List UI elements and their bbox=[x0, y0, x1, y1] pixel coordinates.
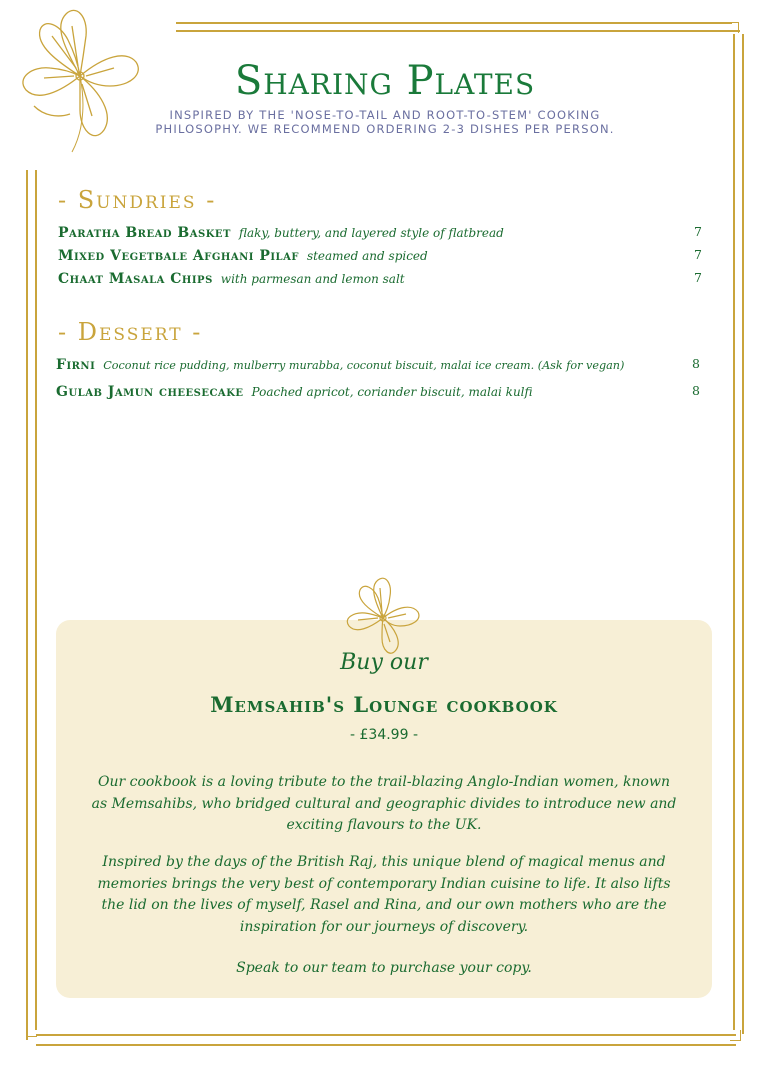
item-price: 8 bbox=[692, 356, 700, 371]
item-name: Firni bbox=[56, 357, 96, 373]
section-heading-sundries: - Sundries - bbox=[58, 186, 217, 214]
cookbook-paragraph: Speak to our team to purchase your copy. bbox=[236, 960, 532, 976]
menu-item bbox=[58, 222, 708, 242]
section-heading-dessert: - Dessert - bbox=[58, 318, 203, 346]
frame-bottom-outer bbox=[36, 1044, 736, 1046]
item-name: Paratha Bread Basket bbox=[58, 225, 231, 241]
item-price: 7 bbox=[694, 247, 702, 262]
frame-top-outer bbox=[176, 22, 732, 24]
cookbook-paragraph: Our cookbook is a loving tribute to the trail-blazing Anglo-Indian women, known as Memsahibs, who bridged cultural and geographic divides to introduce new and exciting flavours to the UK. bbox=[91, 774, 677, 833]
cookbook-price: - £34.99 - bbox=[350, 727, 418, 743]
item-name: Gulab Jamun cheesecake bbox=[56, 384, 244, 400]
item-price: 7 bbox=[694, 270, 702, 285]
flower-icon bbox=[14, 6, 146, 154]
item-description: with parmesan and lemon salt bbox=[220, 272, 405, 286]
flower-icon bbox=[340, 576, 426, 660]
page-title: Sharing Plates bbox=[234, 58, 536, 104]
item-description: Coconut rice pudding, mulberry murabba, coconut biscuit, malai ice cream. (Ask for vegan) bbox=[103, 359, 625, 372]
item-description: flaky, buttery, and layered style of flatbread bbox=[238, 226, 504, 240]
menu-item bbox=[56, 381, 706, 401]
item-description: Poached apricot, coriander biscuit, malai kulfi bbox=[251, 385, 533, 399]
buy-our-label: Buy our bbox=[340, 650, 428, 675]
frame-bottom-inner bbox=[36, 1034, 736, 1036]
frame-right-outer bbox=[742, 34, 744, 1034]
item-name: Mixed Vegetbale Afghani Pilaf bbox=[58, 248, 299, 264]
page-subtitle: INSPIRED BY THE 'NOSE-TO-TAIL AND ROOT-TO-STEM' COOKING PHILOSOPHY. WE RECOMMEND ORDERING 2-3 DISHES PER PERSON. bbox=[155, 108, 615, 136]
menu-item bbox=[56, 354, 706, 374]
item-price: 7 bbox=[694, 224, 702, 239]
frame-corner-tr bbox=[728, 22, 739, 33]
frame-right-inner bbox=[733, 34, 735, 1030]
frame-left-inner bbox=[35, 170, 37, 1030]
cookbook-paragraph: Inspired by the days of the British Raj, this unique blend of magical menus and memories brings the very best of contemporary Indian cuisine to life. It also lifts the lid on the lives of myself, Rasel and Rina, and our own mothers who are the inspiration for our journeys of discovery. bbox=[97, 854, 671, 935]
menu-item bbox=[58, 245, 708, 265]
frame-left-outer bbox=[26, 170, 28, 1040]
menu-item bbox=[58, 268, 708, 288]
frame-corner-br bbox=[730, 1030, 741, 1041]
frame-corner-bl bbox=[26, 1026, 37, 1037]
item-name: Chaat Masala Chips bbox=[58, 271, 213, 287]
cookbook-title: Memsahib's Lounge cookbook bbox=[210, 692, 558, 717]
frame-top-inner bbox=[176, 30, 740, 32]
item-description: steamed and spiced bbox=[306, 249, 428, 263]
item-price: 8 bbox=[692, 383, 700, 398]
